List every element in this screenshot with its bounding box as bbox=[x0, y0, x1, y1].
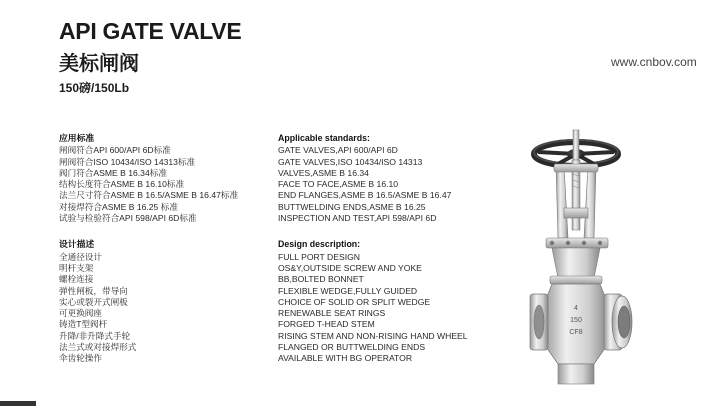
body-marking-material: CF8 bbox=[569, 329, 583, 336]
list-item: VALVES,ASME B 16.34 bbox=[278, 167, 369, 178]
list-item: 阀门符合ASME B 16.34标准 bbox=[59, 167, 167, 178]
list-item: 全通径设计 bbox=[59, 251, 102, 262]
list-item: CHOICE OF SOLID OR SPLIT WEDGE bbox=[278, 296, 431, 307]
design-heading-cn: 设计描述 bbox=[59, 239, 95, 250]
list-item: INSPECTION AND TEST,API 598/API 6D bbox=[278, 213, 437, 224]
list-item: RENEWABLE SEAT RINGS bbox=[278, 308, 386, 319]
page-title-cn: 美标闸阀 bbox=[59, 53, 139, 75]
list-item: 结构长度符合ASME B 16.10标准 bbox=[59, 179, 185, 190]
list-item: 试验与检验符合API 598/API 6D标准 bbox=[59, 213, 197, 224]
list-item: FACE TO FACE,ASME B 16.10 bbox=[278, 179, 399, 190]
pressure-class-subtitle: 150磅/150Lb bbox=[59, 81, 130, 95]
list-item: END FLANGES,ASME B 16.5/ASME B 16.47 bbox=[278, 190, 452, 201]
list-item: FULL PORT DESIGN bbox=[278, 251, 360, 262]
standards-heading-cn: 应用标准 bbox=[59, 133, 95, 143]
corner-decoration-bar bbox=[0, 401, 36, 406]
list-item: FLEXIBLE WEDGE,FULLY GUIDED bbox=[278, 285, 418, 296]
list-item: 升降/非升降式手轮 bbox=[59, 330, 131, 341]
body-marking-class: 150 bbox=[570, 317, 582, 324]
list-item: BB,BOLTED BONNET bbox=[278, 274, 364, 285]
page-title-en: API GATE VALVE bbox=[59, 18, 242, 44]
list-item: 明杆支架 bbox=[59, 262, 94, 273]
standards-heading-en: Applicable standards: bbox=[278, 133, 370, 143]
list-item: 伞齿轮操作 bbox=[59, 353, 102, 364]
list-item: 铸造T型阀杆 bbox=[59, 319, 108, 330]
gate-valve-image bbox=[528, 128, 658, 406]
list-item: 螺栓连接 bbox=[59, 274, 94, 285]
list-item: GATE VALVES,ISO 10434/ISO 14313 bbox=[278, 156, 423, 167]
design-heading-en: Design description: bbox=[278, 239, 361, 250]
body-marking-size: 4 bbox=[574, 305, 578, 312]
list-item: OS&Y,OUTSIDE SCREW AND YOKE bbox=[278, 262, 422, 273]
list-item: BUTTWELDING ENDS,ASME B 16.25 bbox=[278, 201, 426, 212]
list-item: 闸阀符合API 600/API 6D标准 bbox=[59, 145, 171, 156]
list-item: FLANGED OR BUTTWELDING ENDS bbox=[278, 342, 426, 353]
list-item: 对接焊符合ASME B 16.25 标准 bbox=[59, 201, 178, 212]
list-item: 可更换阀座 bbox=[59, 308, 102, 319]
website-link[interactable]: www.cnbov.com bbox=[611, 55, 697, 69]
cn-spec-column bbox=[59, 133, 238, 365]
list-item: 法兰式或对接焊形式 bbox=[59, 342, 137, 353]
list-item: GATE VALVES,API 600/API 6D bbox=[278, 145, 398, 156]
list-item: 弹性闸板，带导向 bbox=[59, 285, 128, 296]
list-item: 闸阀符合ISO 10434/ISO 14313标准 bbox=[59, 156, 196, 167]
list-item: 法兰尺寸符合ASME B 16.5/ASME B 16.47标准 bbox=[59, 190, 239, 201]
list-item: FORGED T-HEAD STEM bbox=[278, 319, 375, 330]
en-spec-column bbox=[278, 133, 468, 365]
list-item: AVAILABLE WITH BG OPERATOR bbox=[278, 353, 413, 364]
list-item: 实心或裂开式闸板 bbox=[59, 296, 128, 307]
list-item: RISING STEM AND NON-RISING HAND WHEEL bbox=[278, 330, 468, 341]
